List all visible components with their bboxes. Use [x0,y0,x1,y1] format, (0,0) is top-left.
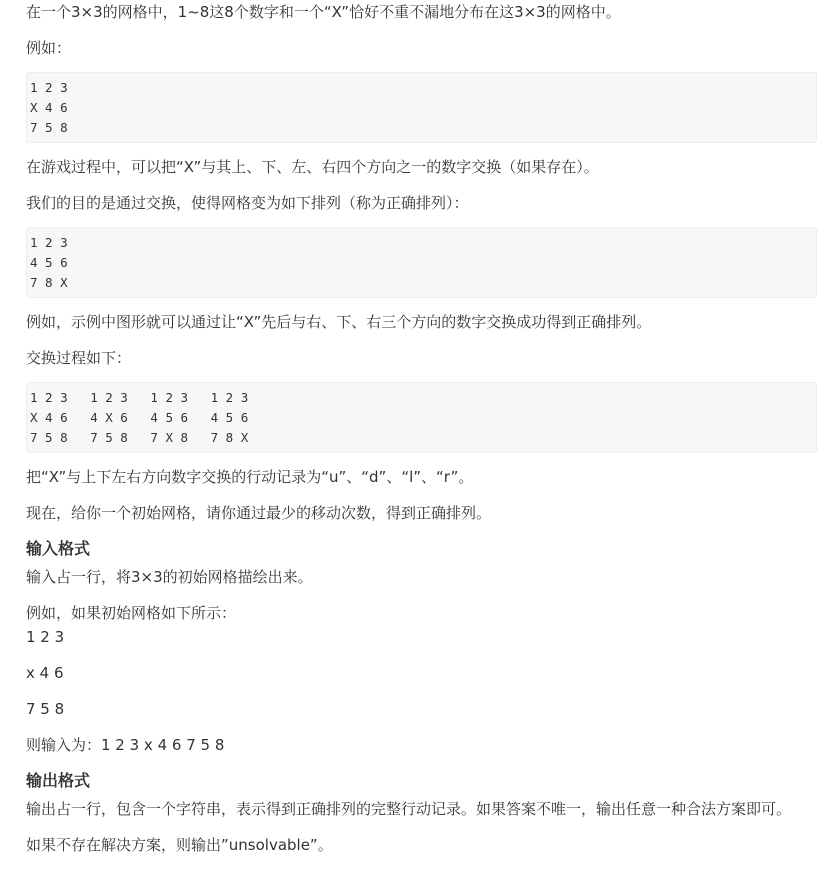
intro-paragraph-1: 在一个3×3的网格中，1~8这8个数字和一个“X”恰好不重不漏地分布在这3×3的网格中。 [26,3,621,21]
code-block-swap-process: 1 2 3 1 2 3 1 2 3 1 2 3 X 4 6 4 X 6 4 5 6 4 5 6 7 5 8 7 5 8 7 X 8 7 8 X [26,382,817,453]
output-paragraph-2: 如果不存在解决方案，则输出”unsolvable”。 [26,836,333,854]
intro-paragraph-3: 在游戏过程中，可以把“X”与其上、下、左、右四个方向之一的数字交换（如果存在）。 [26,158,599,176]
intro-paragraph-7: 把“X”与上下左右方向数字交换的行动记录为“u”、“d”、“l”、“r”。 [26,468,474,486]
intro-paragraph-4: 我们的目的是通过交换，使得网格变为如下排列（称为正确排列）： [26,194,469,212]
code-block-target-grid: 1 2 3 4 5 6 7 8 X [26,227,817,298]
input-paragraph-1: 输入占一行，将3×3的初始网格描绘出来。 [26,568,313,586]
intro-paragraph-2: 例如： [26,39,72,57]
input-example-line-3: 7 5 8 [26,700,65,718]
input-paragraph-2: 例如，如果初始网格如下所示： [26,604,237,622]
input-example-line-1: 1 2 3 [26,628,65,646]
intro-paragraph-6: 交换过程如下： [26,349,132,367]
input-paragraph-3: 则输入为：1 2 3 x 4 6 7 5 8 [26,736,225,754]
input-example-line-2: x 4 6 [26,664,64,682]
code-block-initial-grid: 1 2 3 X 4 6 7 5 8 [26,72,817,143]
output-format-heading: 输出格式 [26,771,91,790]
output-paragraph-1: 输出占一行，包含一个字符串，表示得到正确排列的完整行动记录。如果答案不唯一，输出任意一种合法方案即可。 [26,800,792,818]
input-format-heading: 输入格式 [26,539,91,558]
intro-paragraph-8: 现在，给你一个初始网格，请你通过最少的移动次数，得到正确排列。 [26,504,492,522]
intro-paragraph-5: 例如，示例中图形就可以通过让“X”先后与右、下、右三个方向的数字交换成功得到正确排列。 [26,313,652,331]
